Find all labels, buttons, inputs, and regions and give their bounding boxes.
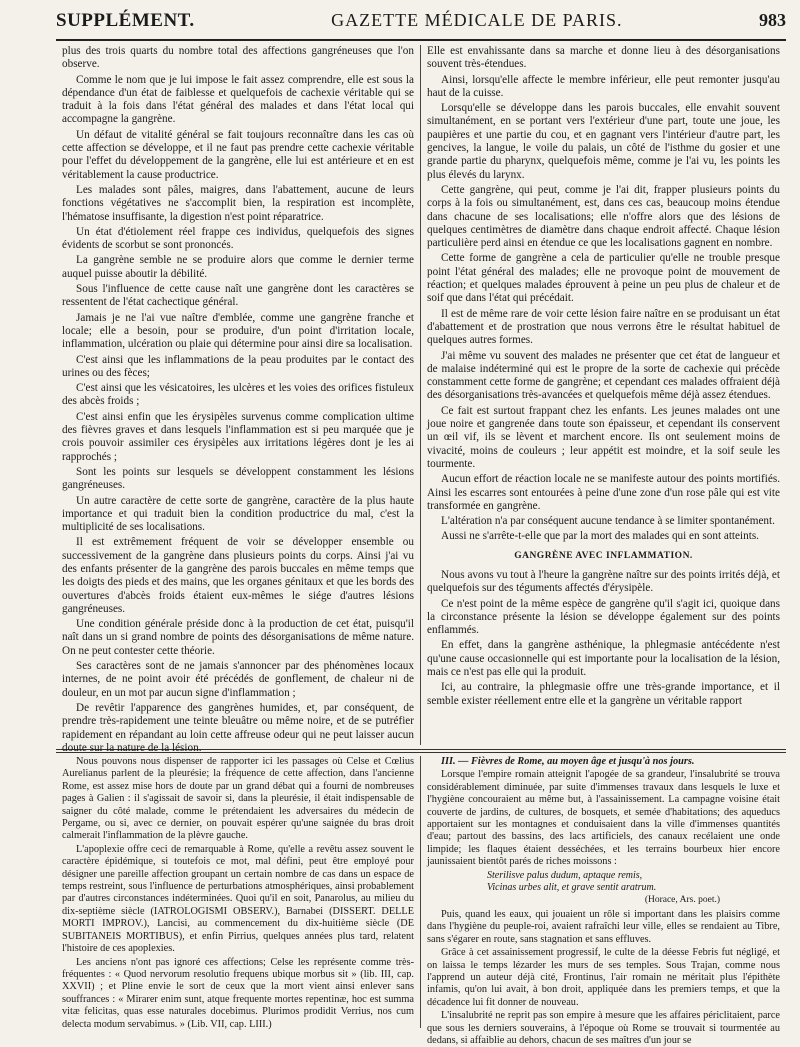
feuilleton-right-column xyxy=(421,756,786,1046)
verse-source: (Horace, Ars. poet.) xyxy=(644,895,720,906)
verse-line-2: Vicinas urbes alit, et grave sentit aratrum. xyxy=(487,882,657,894)
paragraph: Ce n'est point de la même espèce de gangrène qu'il s'agit ici, quoique dans la circonstance présente la lésion se développe également sur des points enflammés. xyxy=(427,597,780,637)
paragraph: C'est ainsi que les vésicatoires, les ulcères et les voies des orifices fistuleux des abcès froids ; xyxy=(62,382,414,408)
paragraph: Une condition générale préside donc à la production de cet état, puisqu'il naît dans un si grand nombre de points des désorganisations de même nature. On ne peut contester cette théorie. xyxy=(62,618,414,657)
paragraph: C'est ainsi que les inflammations de la peau produites par le contact des urines ou des fèces; xyxy=(62,353,414,379)
paragraph: En effet, dans la gangrène asthénique, la phlegmasie antécédente n'est qu'une cause occasionnelle qui est importante pour la localisation de la lésion, mais ce n'est pas elle qui la produit. xyxy=(427,639,780,679)
paragraph: L'apoplexie offre ceci de remarquable à Rome, qu'elle a revêtu assez souvent le caractère épidémique, si toutefois ce mot, mal défini, peut être employé pour désigner une pareille affection groupant un certain nombre de cas dans un espace de temps restreint, sous l'influence de perturbations atmosphériques, ainsi probablement par d'autres circonstances indéterminées. Quoi qu'il en soit, Panarolus, au milieu du dix-septième siècle (IATROLOGISMI OBSERV.), Barnabei (DISSERT. DELLE MORTI IMPROV.), Lancisi, au commencement du dix-huitième siècle (DE SUBITANEIS MORTIBUS), et enfin Pirrius, quelques années plus tard, relatent l'histoire de ces apoplexies. xyxy=(62,843,414,955)
paragraph: Les anciens n'ont pas ignoré ces affections; Celse les représente comme très-fréquentes : « Quod nervorum resolutio frequens ubique morbus sit » (lib. III, cap. XXVII) ; et Pline envie le sort de ceux que la mort vient ainsi enlever sans souffrances : « Mirarer enim sunt, atque frequente mortes repentinæ, hoc est summa vitæ felicitas, quas esse naturales docebimus. Plurimos prodidit Verrius, nos cum delecta modum servabimus. » (Lib. VII, cap. LIII.) xyxy=(62,956,414,1030)
paragraph: Un défaut de vitalité général se fait toujours reconnaître dans les cas où cette affection se développe, et il ne faut pas prendre cette cachexie véritable pour l'effet du développement de la gangrène, elle lui est antérieure et en est véritablement la cause productrice. xyxy=(62,128,414,181)
paragraph: Puis, quand les eaux, qui jouaient un rôle si important dans les plaisirs comme dans l'hygiène du peuple-roi, avaient rafraîchi leur ville, elles se rendaient au Tibre, sans s'égarer en route, sans stagnation et sans effluves. xyxy=(427,908,780,945)
paragraph: C'est ainsi enfin que les érysipèles survenus comme complication ultime des fièvres graves et dans lesquels l'inflammation est si peu marquée que je crois pouvoir assimiler ces érysipèles aux irritations légères dont je les ai rapprochés ; xyxy=(62,410,414,463)
feuilleton-section-title: III. — Fièvres de Rome, au moyen âge et jusqu'à nos jours. xyxy=(441,756,695,767)
supplement-label: SUPPLÉMENT. xyxy=(56,10,195,31)
paragraph: Ici, au contraire, la phlegmasie offre une très-grande importance, et il semble exister réellement entre elle et la gangrène un véritable rapport xyxy=(427,681,780,707)
paragraph: plus des trois quarts du nombre total des affections gangréneuses que l'on observe. xyxy=(62,45,414,71)
paragraph: Comme le nom que je lui impose le fait assez comprendre, elle est sous la dépendance d'un état de faiblesse et quelquefois de cachexie véritable qui se traduit à la fois dans l'état général des malades et dans l'état local qui accompagne la gangrène. xyxy=(62,73,414,126)
paragraph: De revêtir l'apparence des gangrènes humides, et, par conséquent, de prendre très-rapidement une teinte bleuâtre ou même noire, et de se putréfier rapidement en répandant au loin cette affreuse odeur qui ne peut laisser aucun doute sur la nature de la lésion. xyxy=(62,701,414,754)
left-column xyxy=(56,45,421,754)
paragraph: Ce fait est surtout frappant chez les enfants. Les jeunes malades ont une joue noire et gangrenée dans toute son épaisseur, et cependant ils conservent un œil vif, ils se lèvent et marchent encore. Ils ont seulement moins de vivacité, moins de couleurs ; leur appétit est moindre, et la soif seule les tourmente. xyxy=(427,404,780,470)
paragraph: Nous pouvons nous dispenser de rapporter ici les passages où Celse et Cœlius Aurelianus parlent de la pleurésie; la fréquence de cette affection, dans l'ancienne Rome, est assez mise hors de doute par un grand débat qui a fourni de nombreuses pages à Galien : il s'agissait de savoir si, dans la pleurésie, il était indispensable de saigner du côté malade, comme le prétendaient les adversaires du médecin de Pergame, ou si, avec ce dernier, on pouvait espérer qu'une saignée du bras droit calmerait l'inflammation de la plèvre gauche. xyxy=(62,756,414,842)
paragraph: Elle est envahissante dans sa marche et donne lieu à des désorganisations souvent très-étendues. xyxy=(427,45,780,71)
paragraph: Cette forme de gangrène a cela de particulier qu'elle ne trouble presque point l'état général des malades; elle ne provoque point de mouvement de réaction; et quelques malades éprouvent à peine un peu plus de chaleur et de soif que dans l'état qui précédait. xyxy=(427,252,780,305)
verse-line-1: Sterilisve palus dudum, aptaque remis, xyxy=(487,869,643,881)
paragraph: L'altération n'a par conséquent aucune tendance à se limiter spontanément. xyxy=(441,515,775,528)
paragraph: Jamais je ne l'ai vue naître d'emblée, comme une gangrène franche et locale; elle a besoin, pour se produire, d'un point d'irritation locale, inflammation, ulcération ou plaie qui détermine pour ainsi dire sa localisation. xyxy=(62,311,414,351)
paragraph: Il est extrêmement fréquent de voir se développer ensemble ou successivement de la gangrène dans plusieurs points du corps. Ainsi j'ai vu des enfants présenter de la gangrène des parois buccales en même temps que les doigts des pieds et des mains, que les organes génitaux et que les bords des ouvertures d'abcès froids étaient eux-mêmes le siége d'autres lésions gangréneuses. xyxy=(62,536,414,615)
paragraph: Ainsi, lorsqu'elle affecte le membre inférieur, elle peut remonter jusqu'au haut de la cuisse. xyxy=(427,73,780,99)
page-header xyxy=(56,10,786,41)
paragraph: Un état d'étiolement réel frappe ces individus, quelquefois des signes évidents de scorbut se sont prononcés. xyxy=(62,225,414,252)
paragraph: Aussi ne s'arrête-t-elle que par la mort des malades qui en sont atteints. xyxy=(441,530,759,543)
feuilleton xyxy=(56,756,786,1046)
journal-title: GAZETTE MÉDICALE DE PARIS. xyxy=(331,10,623,30)
paragraph: L'insalubrité ne reprit pas son empire à mesure que les affaires périclitaient, parce que sous les derniers souverains, à l'époque où Rome se trouvait si tourmentée au dedans, si affaiblie au dehors, chacun de ses maîtres d'un jour se xyxy=(427,1010,780,1046)
paragraph: J'ai même vu souvent des malades ne présenter que cet état de langueur et de malaise indéterminé qui est le propre de la sorte de cachexie qui précède constamment cette forme de gangrène; et cependant ces malades offraient déjà des désorganisations très-avancées et quelquefois même déjà assez étendues. xyxy=(427,349,780,402)
page-number: 983 xyxy=(758,10,786,30)
paragraph: Lorsqu'elle se développe dans les parois buccales, elle envahit souvent simultanément, en se portant vers l'extérieur d'une part, toute une joue, les paupières et une partie du cou, et en gagnant vers l'intérieur d'autre part, les gencives, la langue, le voile du palais, un côté de l'isthme du gosier et une grande partie du pharynx, quelquefois même, comme je l'ai vu, les points les plus élevés du larynx. xyxy=(427,102,780,181)
main-article xyxy=(56,45,786,754)
paragraph: Les malades sont pâles, maigres, dans l'abattement, aucune de leurs fonctions végétatives ne s'accomplit bien, la respiration est incomplète, l'hématose insuffisante, la digestion n'est point réparatrice. xyxy=(62,183,414,223)
paragraph: Cette gangrène, qui peut, comme je l'ai dit, frapper plusieurs points du corps à la fois ou simultanément, est, dans ces cas, beaucoup moins étendue dans chacune de ses localisations; elle n'offre alors que des lésions de quelques centimètres de diamètre dans chaque endroit affecté. Chaque lésion particulière perd ainsi en étendue ce que les localisations gagnent en nombre. xyxy=(427,183,780,250)
right-column xyxy=(421,45,786,745)
paragraph: Lorsque l'empire romain atteignit l'apogée de sa grandeur, l'insalubrité se trouva considérablement diminuée, par suite d'immenses travaux dans lesquels le luxe et l'hygiène concouraient au même but, à l'assainissement. La campagne voisine était couverte de jardins, de cultures, de bosquets, et semée d'habitations; des aqueducs apportaient sur les montagnes et conduisaient dans la ville d'immenses quantités d'eau; partout des bassins, des lacs artificiels, des canaux recélaient une onde limpide; les flaques étaient desséchées, et les terrains bourbeux hier encore jaunissaient bientôt parés de riches moissons : xyxy=(427,769,780,868)
section-subheading: GANGRÈNE AVEC INFLAMMATION. xyxy=(514,550,693,561)
paragraph: Sont les points sur lesquels se développent constamment les lésions gangréneuses. xyxy=(62,465,414,492)
paragraph: Un autre caractère de cette sorte de gangrène, caractère de la plus haute importance et qui traduit bien la condition productrice du mal, c'est la multiplicité de ses localisations. xyxy=(62,494,414,534)
paragraph: Il est de même rare de voir cette lésion faire naître en se produisant un état d'abattement et de prostration que nous verrons être le résultat habituel de quelques autres formes. xyxy=(427,307,780,347)
paragraph: Grâce à cet assainissement progressif, le culte de la déesse Febris fut négligé, et on laissa le temps lézarder les murs de ses temples. Sous Trajan, comme nous l'apprend un auteur déjà cité, Frontinus, l'air romain ne méritait plus l'épithète infamis, qu'on lui avait, à bon droit, appliquée dans les premiers temps, et que la décadence lui fit donner de nouveau. xyxy=(427,947,780,1008)
feuilleton-left-column xyxy=(56,756,421,1028)
paragraph: Nous avons vu tout à l'heure la gangrène naître sur des points irrités déjà, et quelquefois sur des téguments affectés d'érysipèle. xyxy=(427,568,780,595)
paragraph: Aucun effort de réaction locale ne se manifeste autour des points mortifiés. Ainsi les escarres sont entourées à peine d'une zone d'un rose pâle qui est vite transformée en gangrène. xyxy=(427,473,780,512)
paragraph: Ses caractères sont de ne jamais s'annoncer par des phénomènes locaux internes, de ne point avoir été précédés de gonflement, de chaleur ni de douleur, en un mot par aucun signe d'inflammation ; xyxy=(62,660,414,699)
paragraph: La gangrène semble ne se produire alors que comme le dernier terme auquel puisse aboutir la débilité. xyxy=(62,254,414,280)
paragraph: Sous l'influence de cette cause naît une gangrène dont les caractères se ressentent de l'état cachectique général. xyxy=(62,283,414,309)
